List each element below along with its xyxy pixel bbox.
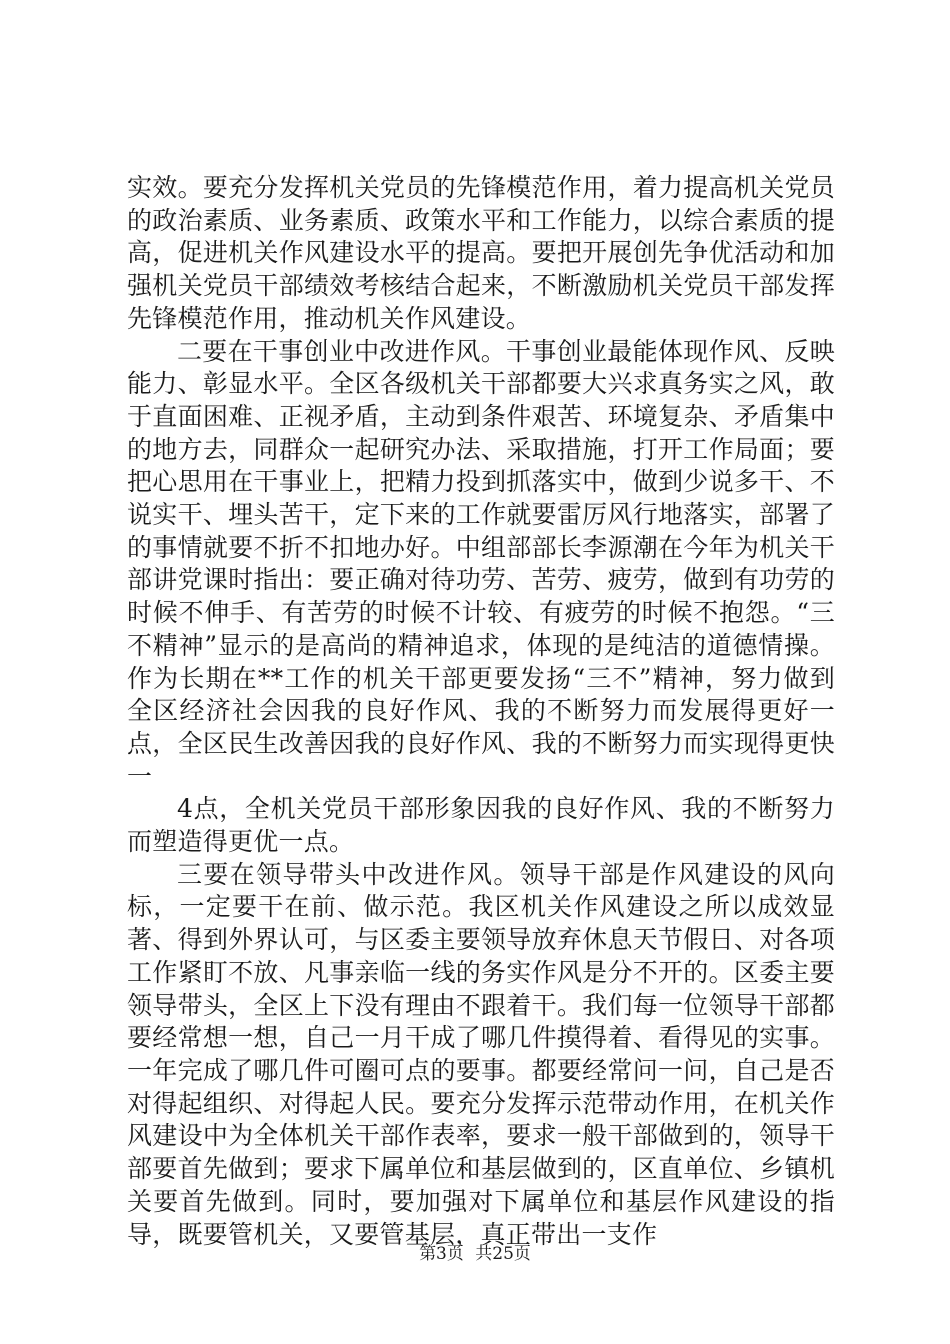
page-number: 第3页 [419,1244,464,1264]
page-total: 共25页 [475,1244,531,1264]
paragraph-3: 4点，全机关党员干部形象因我的良好作风、我的不断努力而塑造得更优一点。 [127,794,835,857]
paragraph-4: 三要在领导带头中改进作风。领导干部是作风建设的风向标，一定要干在前、做示范。我区机关作风建设之所以成效显著、得到外界认可，与区委主要领导放弃休息天节假日、对各项工作紧盯不放、凡事亲临一线的务实作风是分不开的。区委主要领导带头，全区上下没有理由不跟着干。我们每一位领导干部都要经常想一想，自己一月干成了哪几件摸得着、看得见的实事。一年完成了哪几件可圈可点的要事。都要经常问一问，自己是否对得起组织、对得起人民。要充分发挥示范带动作用，在机关作风建设中为全体机关干部作表率，要求一般干部做到的，领导干部要首先做到；要求下属单位和基层做到的，区直单位、乡镇机关要首先做到。同时，要加强对下属单位和基层作风建设的指导，既要管机关，又要管基层，真正带出一支作 [127,859,835,1249]
paragraph-2: 二要在干事创业中改进作风。干事创业最能体现作风、反映能力、彰显水平。全区各级机关干部都要大兴求真务实之风，敢于直面困难、正视矛盾，主动到条件艰苦、环境复杂、矛盾集中的地方去，同群众一起研究办法、采取措施，打开工作局面；要把心思用在干事业上，把精力投到抓落实中，做到少说多干、不说实干、埋头苦干，定下来的工作就要雷厉风行地落实，部署了的事情就要不折不扣地办好。中组部部长李源潮在今年为机关干部讲党课时指出：要正确对待功劳、苦劳、疲劳，做到有功劳的时候不伸手、有苦劳的时候不计较、有疲劳的时候不抱怨。“三不精神”显示的是高尚的精神追求，体现的是纯洁的道德情操。作为长期在**工作的机关干部更要发扬“三不”精神，努力做到全区经济社会因我的良好作风、我的不断努力而发展得更好一点，全区民生改善因我的良好作风、我的不断努力而实现得更快一 [127,336,835,791]
document-body [127,172,835,1251]
page-footer [0,1243,950,1265]
paragraph-1: 实效。要充分发挥机关党员的先锋模范作用，着力提高机关党员的政治素质、业务素质、政策水平和工作能力，以综合素质的提高，促进机关作风建设水平的提高。要把开展创先争优活动和加强机关党员干部绩效考核结合起来，不断激励机关党员干部发挥先锋模范作用，推动机关作风建设。 [127,173,835,333]
